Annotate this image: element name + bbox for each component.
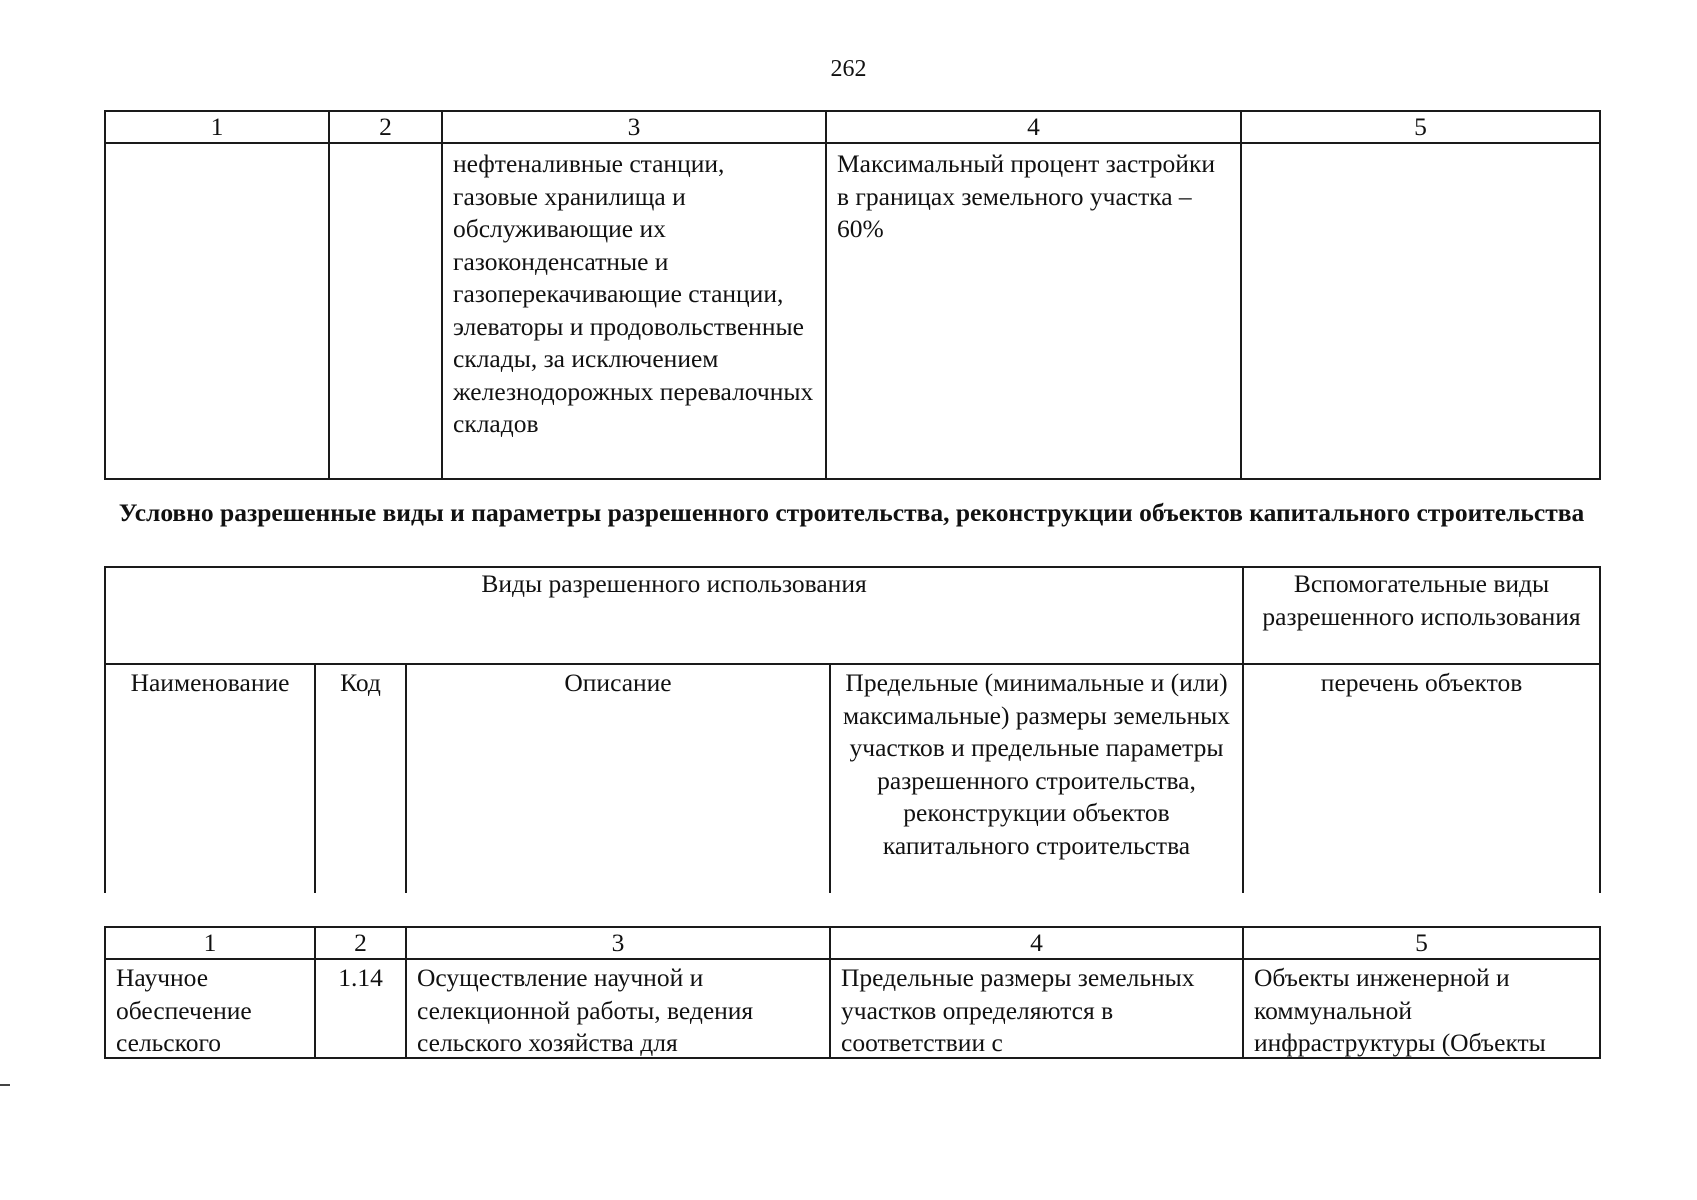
cell-description-text: Осуществление научной и селекционной работы, ведения сельского хозяйства для bbox=[417, 963, 754, 1057]
header-group-row bbox=[105, 567, 1600, 664]
header-group-aux: Вспомогательные виды разрешенного использования bbox=[1243, 567, 1600, 664]
column-number-2: 2 bbox=[315, 927, 406, 959]
cell-objects bbox=[1243, 959, 1600, 1058]
cell-objects-text: Объекты инженерной и коммунальной инфраструктуры (Объекты bbox=[1254, 963, 1546, 1057]
column-number-5: 5 bbox=[1241, 111, 1600, 143]
cell-name bbox=[105, 959, 315, 1058]
table-row bbox=[105, 959, 1600, 1058]
column-number-1: 1 bbox=[105, 927, 315, 959]
cell-description bbox=[406, 959, 830, 1058]
cell-limits bbox=[830, 959, 1243, 1058]
column-number-4: 4 bbox=[826, 111, 1241, 143]
cell-col4: Максимальный процент застройки в границах земельного участка – 60% bbox=[826, 143, 1241, 479]
header-col-code: Код bbox=[315, 664, 406, 893]
column-number-1: 1 bbox=[105, 111, 329, 143]
top-continuation-table bbox=[104, 110, 1601, 480]
section-heading: Условно разрешенные виды и параметры разрешенного строительства, реконструкции объектов капитального строительства bbox=[118, 498, 1585, 527]
table-row bbox=[105, 143, 1600, 479]
header-group-main: Виды разрешенного использования bbox=[105, 567, 1243, 664]
header-table bbox=[104, 566, 1601, 893]
column-number-4: 4 bbox=[830, 927, 1243, 959]
header-col-objects: перечень объектов bbox=[1243, 664, 1600, 893]
column-number-row bbox=[105, 927, 1600, 959]
cell-col2 bbox=[329, 143, 442, 479]
page-number: 262 bbox=[830, 56, 867, 82]
column-number-row bbox=[105, 111, 1600, 143]
cell-code-text: 1.14 bbox=[338, 963, 383, 992]
column-number-3: 3 bbox=[406, 927, 830, 959]
header-col-limits: Предельные (минимальные и (или) максимальные) размеры земельных участков и предельные параметры разрешенного строительства, реконструкции объектов капитального строительства bbox=[830, 664, 1243, 893]
cell-col3: нефтеналивные станции, газовые хранилища и обслуживающие их газоконденсатные и газоперекачивающие станции, элеваторы и продовольственные склады, за исключением железнодорожных перевалочных складов bbox=[442, 143, 826, 479]
header-col-description: Описание bbox=[406, 664, 830, 893]
header-col-name: Наименование bbox=[105, 664, 315, 893]
cell-limits-text: Предельные размеры земельных участков определяются в соответствии с bbox=[841, 963, 1195, 1057]
bottom-table bbox=[104, 926, 1601, 1059]
column-number-5: 5 bbox=[1243, 927, 1600, 959]
header-columns-row bbox=[105, 664, 1600, 893]
column-number-3: 3 bbox=[442, 111, 826, 143]
column-number-2: 2 bbox=[329, 111, 442, 143]
cell-col5 bbox=[1241, 143, 1600, 479]
cell-name-text: Научное обеспечение сельского bbox=[116, 963, 252, 1057]
cell-col1 bbox=[105, 143, 329, 479]
cell-code bbox=[315, 959, 406, 1058]
page-edge-mark bbox=[0, 1084, 10, 1086]
